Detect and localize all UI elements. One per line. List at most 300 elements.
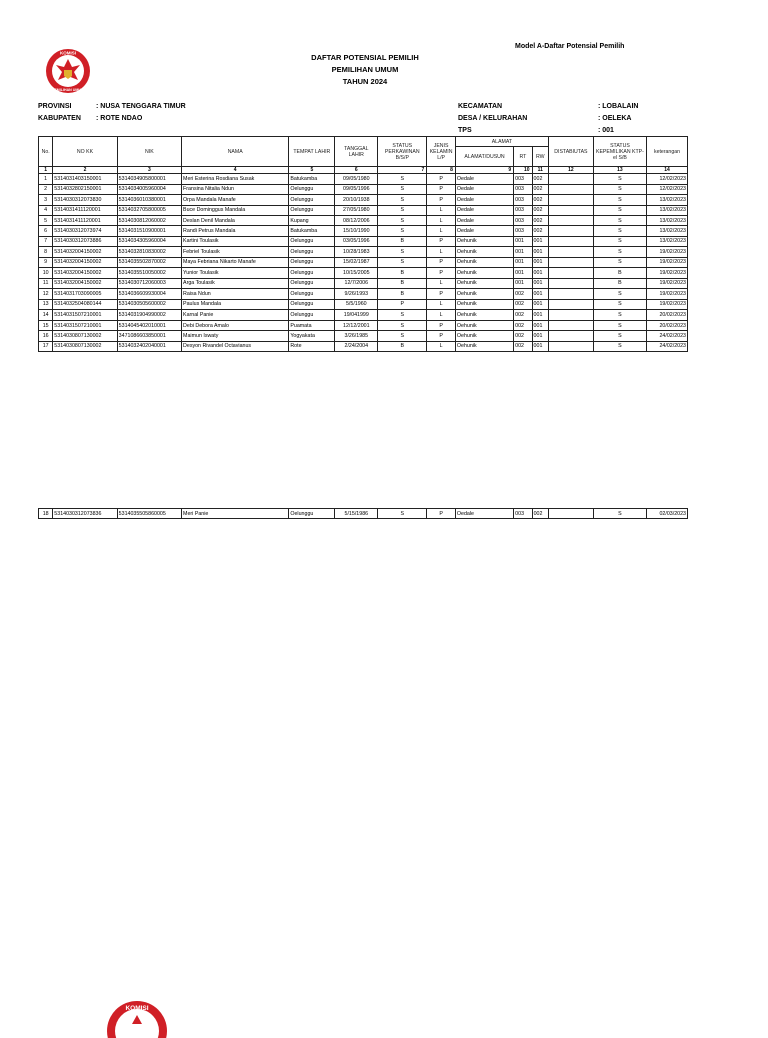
table-row xyxy=(39,257,688,267)
cell-no: 8 xyxy=(39,247,53,257)
col-alamat: ALAMAT xyxy=(455,137,548,147)
table-row xyxy=(39,278,688,289)
cell-ktp: S xyxy=(593,226,646,236)
cell-ktp: S xyxy=(593,257,646,267)
cell-rw: 001 xyxy=(532,236,548,246)
cell-kk: 5314031411120001 xyxy=(53,205,117,215)
cell-nik: 5314032402040001 xyxy=(117,341,181,351)
cell-rt: 003 xyxy=(514,174,532,184)
cell-no: 12 xyxy=(39,289,53,300)
index-cell: 8 xyxy=(427,167,456,174)
cell-no: 7 xyxy=(39,236,53,246)
cell-rw: 002 xyxy=(532,195,548,205)
cell-dis xyxy=(548,310,593,321)
index-cell: 4 xyxy=(182,167,289,174)
cell-ket: 12/02/2023 xyxy=(647,174,688,184)
table-row xyxy=(39,236,688,246)
svg-text:KOMISI: KOMISI xyxy=(125,1005,149,1012)
cell-tempat: Rote xyxy=(289,341,335,351)
table-row xyxy=(39,215,688,225)
cell-kk: 5314031411120001 xyxy=(53,215,117,225)
cell-dis xyxy=(548,205,593,215)
cell-kk: 5314030312073830 xyxy=(53,195,117,205)
col-status: STATUS PERKAWINAN B/S/P xyxy=(378,137,427,167)
cell-jk: L xyxy=(427,299,456,310)
cell-tgl: 3/26/1985 xyxy=(335,331,378,341)
cell-no: 13 xyxy=(39,299,53,310)
cell-rt: 001 xyxy=(514,267,532,278)
cell-dusun: Oedale xyxy=(455,184,513,194)
cell-no: 4 xyxy=(39,205,53,215)
cell-rw: 001 xyxy=(532,278,548,289)
cell-ktp: B xyxy=(593,267,646,278)
cell-dis xyxy=(548,257,593,267)
cell-tgl: 12/7/2006 xyxy=(335,278,378,289)
cell-no: 5 xyxy=(39,215,53,225)
cell-kk: 5314031403150001 xyxy=(53,174,117,184)
col-tempat: TEMPAT LAHIR xyxy=(289,137,335,167)
cell-dis xyxy=(548,299,593,310)
cell-status: B xyxy=(378,236,427,246)
cell-dusun: Oehunik xyxy=(455,341,513,351)
cell-kk: 5314032004150002 xyxy=(53,257,117,267)
cell-dusun: Oehunik xyxy=(455,289,513,300)
cell-dusun: Oedale xyxy=(455,226,513,236)
kpu-logo xyxy=(45,48,91,94)
cell-tgl: 09/05/1996 xyxy=(335,184,378,194)
cell-dis xyxy=(548,341,593,351)
cell-kk: 5314031507210001 xyxy=(53,320,117,330)
cell-kk: 5314030312073836 xyxy=(53,509,117,519)
cell-nama: Paulus Mandala xyxy=(182,299,289,310)
cell-status: S xyxy=(378,215,427,225)
cell-nik: 5314036010380001 xyxy=(117,195,181,205)
cell-nik: 5314031904990002 xyxy=(117,310,181,321)
cell-tempat: Oelunggu xyxy=(289,257,335,267)
index-cell: 2 xyxy=(53,167,117,174)
cell-jk: P xyxy=(427,236,456,246)
cell-dis xyxy=(548,331,593,341)
cell-rt: 001 xyxy=(514,278,532,289)
cell-jk: P xyxy=(427,267,456,278)
cell-ktp: S xyxy=(593,174,646,184)
cell-rt: 002 xyxy=(514,320,532,330)
cell-nik: 5314034305960004 xyxy=(117,236,181,246)
cell-status: S xyxy=(378,331,427,341)
cell-ket: 19/02/2023 xyxy=(647,299,688,310)
kecamatan-value: : LOBALAIN xyxy=(598,103,639,110)
cell-rt: 002 xyxy=(514,310,532,321)
cell-status: B xyxy=(378,289,427,300)
cell-nik: 5314030505600002 xyxy=(117,299,181,310)
tps-label: TPS xyxy=(458,127,472,134)
table-row xyxy=(39,320,688,330)
cell-dis xyxy=(548,215,593,225)
kabupaten-value: : ROTE NDAO xyxy=(96,115,143,122)
cell-dis xyxy=(548,195,593,205)
cell-nik: 5314036609930004 xyxy=(117,289,181,300)
cell-rw: 001 xyxy=(532,289,548,300)
doc-title-1: DAFTAR POTENSIAL PEMILIH xyxy=(311,53,419,62)
cell-tempat: Yogyakata xyxy=(289,331,335,341)
cell-no: 9 xyxy=(39,257,53,267)
cell-kk: 5314032004150002 xyxy=(53,247,117,257)
cell-rw: 001 xyxy=(532,331,548,341)
cell-kk: 5314030312073886 xyxy=(53,236,117,246)
cell-tempat: Oelunggu xyxy=(289,299,335,310)
cell-kk: 5314032004150002 xyxy=(53,267,117,278)
index-cell: 14 xyxy=(647,167,688,174)
cell-tgl: 19/041999 xyxy=(335,310,378,321)
index-cell: 1 xyxy=(39,167,53,174)
cell-no: 10 xyxy=(39,267,53,278)
col-nama: NAMA xyxy=(182,137,289,167)
cell-kk: 5314031507210001 xyxy=(53,310,117,321)
cell-nama: Randi Petrus Mandala xyxy=(182,226,289,236)
cell-nik: 5314035502870002 xyxy=(117,257,181,267)
cell-ket: 24/02/2023 xyxy=(647,331,688,341)
cell-ktp: S xyxy=(593,289,646,300)
cell-dis xyxy=(548,226,593,236)
cell-tgl: 27/05/1980 xyxy=(335,205,378,215)
cell-ktp: S xyxy=(593,184,646,194)
table-row xyxy=(39,289,688,300)
cell-kk: 5314032004150002 xyxy=(53,278,117,289)
cell-status: S xyxy=(378,257,427,267)
cell-jk: P xyxy=(427,195,456,205)
col-nokk: NO KK xyxy=(53,137,117,167)
table-row xyxy=(39,509,688,519)
cell-dusun: Oehunik xyxy=(455,247,513,257)
cell-no: 11 xyxy=(39,278,53,289)
col-nik: NIK xyxy=(117,137,181,167)
cell-no: 16 xyxy=(39,331,53,341)
cell-rt: 003 xyxy=(514,215,532,225)
table-row xyxy=(39,310,688,321)
cell-status: P xyxy=(378,299,427,310)
kecamatan-label: KECAMATAN xyxy=(458,103,503,110)
table-row xyxy=(39,247,688,257)
cell-dis xyxy=(548,289,593,300)
cell-ket: 13/02/2023 xyxy=(647,215,688,225)
cell-kk: 5314030807130002 xyxy=(53,341,117,351)
cell-nik: 5314032705800005 xyxy=(117,205,181,215)
cell-kk: 5314032802150001 xyxy=(53,184,117,194)
cell-nama: Maimun Iswaty xyxy=(182,331,289,341)
kpu-logo-bottom xyxy=(104,998,170,1038)
cell-no: 17 xyxy=(39,341,53,351)
cell-tempat: Batukamba xyxy=(289,226,335,236)
cell-jk: P xyxy=(427,509,456,519)
cell-tempat: Oelunggu xyxy=(289,205,335,215)
cell-dusun: Oehunik xyxy=(455,267,513,278)
cell-no: 2 xyxy=(39,184,53,194)
svg-text:KOMISI: KOMISI xyxy=(59,50,77,56)
cell-ket: 13/02/2023 xyxy=(647,205,688,215)
cell-tempat: Oelunggu xyxy=(289,184,335,194)
voter-table xyxy=(38,136,688,352)
cell-nik: 5314031510900001 xyxy=(117,226,181,236)
cell-jk: L xyxy=(427,205,456,215)
cell-jk: P xyxy=(427,174,456,184)
index-row xyxy=(39,167,688,174)
cell-nik: 5314032810830002 xyxy=(117,247,181,257)
cell-tempat: Batukamba xyxy=(289,174,335,184)
index-cell: 10 xyxy=(514,167,532,174)
cell-nama: Karnal Panie xyxy=(182,310,289,321)
cell-tgl: 08/12/2006 xyxy=(335,215,378,225)
kabupaten-label: KABUPATEN xyxy=(38,115,81,122)
table-row xyxy=(39,267,688,278)
cell-dis xyxy=(548,184,593,194)
cell-rw: 001 xyxy=(532,341,548,351)
cell-status: S xyxy=(378,247,427,257)
cell-rt: 001 xyxy=(514,247,532,257)
cell-status: S xyxy=(378,509,427,519)
col-disabilitas: DISTABIUTAS xyxy=(548,137,593,167)
col-rw: RW xyxy=(532,147,548,167)
cell-jk: P xyxy=(427,184,456,194)
cell-rw: 002 xyxy=(532,226,548,236)
table-row xyxy=(39,226,688,236)
cell-nama: Kartini Toulasik xyxy=(182,236,289,246)
cell-nama: Meri Esterina Rosdiana Susak xyxy=(182,174,289,184)
index-cell: 3 xyxy=(117,167,181,174)
table-row xyxy=(39,205,688,215)
cell-status: S xyxy=(378,205,427,215)
cell-ktp: S xyxy=(593,331,646,341)
cell-rt: 002 xyxy=(514,331,532,341)
cell-rt: 003 xyxy=(514,509,532,519)
index-cell: 9 xyxy=(455,167,513,174)
cell-jk: L xyxy=(427,278,456,289)
cell-rw: 002 xyxy=(532,215,548,225)
cell-ket: 19/02/2023 xyxy=(647,247,688,257)
cell-dusun: Oehunik xyxy=(455,299,513,310)
index-cell: 7 xyxy=(378,167,427,174)
cell-tgl: 20/10/1938 xyxy=(335,195,378,205)
cell-jk: P xyxy=(427,257,456,267)
cell-dusun: Oehunik xyxy=(455,331,513,341)
cell-ket: 24/02/2023 xyxy=(647,341,688,351)
cell-tgl: 5/15/1986 xyxy=(335,509,378,519)
cell-status: S xyxy=(378,195,427,205)
col-alamat-dusun: ALAMAT/DUSUN xyxy=(455,147,513,167)
desa-value: : OELEKA xyxy=(598,115,632,122)
cell-nama: Debi Debora Amalo xyxy=(182,320,289,330)
cell-tgl: 03/05/1996 xyxy=(335,236,378,246)
cell-dusun: Oehunik xyxy=(455,310,513,321)
index-cell: 13 xyxy=(593,167,646,174)
cell-ket: 19/02/2023 xyxy=(647,289,688,300)
cell-dis xyxy=(548,509,593,519)
cell-tempat: Oelunggu xyxy=(289,267,335,278)
col-ktp: STATUS KEPEMILIKAN KTP-el S/B xyxy=(593,137,646,167)
cell-rw: 002 xyxy=(532,509,548,519)
cell-ket: 19/02/2023 xyxy=(647,278,688,289)
cell-status: S xyxy=(378,184,427,194)
cell-ktp: S xyxy=(593,215,646,225)
cell-rw: 001 xyxy=(532,310,548,321)
cell-rt: 002 xyxy=(514,289,532,300)
cell-kk: 5314032504080144 xyxy=(53,299,117,310)
cell-status: B xyxy=(378,278,427,289)
col-tanggal: TANGGAL LAHIR xyxy=(335,137,378,167)
cell-nama: Yunior Toulasik xyxy=(182,267,289,278)
cell-ket: 20/02/2023 xyxy=(647,310,688,321)
cell-jk: L xyxy=(427,226,456,236)
cell-nama: Maya Febriana Nikarto Manafe xyxy=(182,257,289,267)
cell-rt: 002 xyxy=(514,341,532,351)
cell-no: 15 xyxy=(39,320,53,330)
cell-rt: 001 xyxy=(514,236,532,246)
cell-dusun: Oehunik xyxy=(455,236,513,246)
cell-tempat: Oelunggu xyxy=(289,195,335,205)
cell-ktp: S xyxy=(593,320,646,330)
cell-no: 18 xyxy=(39,509,53,519)
cell-jk: L xyxy=(427,341,456,351)
cell-tempat: Oelunggu xyxy=(289,278,335,289)
cell-status: S xyxy=(378,174,427,184)
cell-status: B xyxy=(378,341,427,351)
cell-rt: 002 xyxy=(514,299,532,310)
cell-dis xyxy=(548,267,593,278)
cell-tempat: Oelunggu xyxy=(289,289,335,300)
doc-title-2: PEMILIHAN UMUM xyxy=(331,65,399,74)
cell-ktp: S xyxy=(593,310,646,321)
cell-status: S xyxy=(378,226,427,236)
cell-tempat: Oelunggu xyxy=(289,310,335,321)
cell-rw: 001 xyxy=(532,320,548,330)
cell-dusun: Oedale xyxy=(455,215,513,225)
cell-rw: 002 xyxy=(532,184,548,194)
cell-tgl: 5/5/1960 xyxy=(335,299,378,310)
cell-rt: 003 xyxy=(514,184,532,194)
index-cell: 11 xyxy=(532,167,548,174)
cell-nama: Desyon Rivandel Octavianus xyxy=(182,341,289,351)
cell-ktp: S xyxy=(593,509,646,519)
cell-dusun: Oedale xyxy=(455,195,513,205)
cell-nama: Meri Panie xyxy=(182,509,289,519)
cell-jk: P xyxy=(427,289,456,300)
table-row xyxy=(39,341,688,351)
cell-no: 14 xyxy=(39,310,53,321)
cell-nik: 5314034905800001 xyxy=(117,174,181,184)
cell-nik: 5314045402010001 xyxy=(117,320,181,330)
cell-tempat: Puamata xyxy=(289,320,335,330)
table-row xyxy=(39,195,688,205)
cell-rw: 001 xyxy=(532,299,548,310)
cell-dusun: Oedale xyxy=(455,509,513,519)
cell-kk: 5314030807130002 xyxy=(53,331,117,341)
cell-rt: 001 xyxy=(514,257,532,267)
cell-tgl: 15/02/1987 xyxy=(335,257,378,267)
cell-tgl: 10/28/1983 xyxy=(335,247,378,257)
cell-ktp: S xyxy=(593,195,646,205)
cell-rw: 001 xyxy=(532,247,548,257)
cell-rw: 002 xyxy=(532,205,548,215)
cell-tgl: 10/15/2005 xyxy=(335,267,378,278)
cell-rt: 003 xyxy=(514,226,532,236)
cell-nik: 3471086603850001 xyxy=(117,331,181,341)
cell-tgl: 12/12/2001 xyxy=(335,320,378,330)
table-row xyxy=(39,184,688,194)
cell-ktp: S xyxy=(593,236,646,246)
svg-text:PEMILIHAN UMUM: PEMILIHAN UMUM xyxy=(52,88,84,92)
cell-nama: Arga Toulasik xyxy=(182,278,289,289)
cell-rt: 003 xyxy=(514,205,532,215)
cell-status: S xyxy=(378,320,427,330)
cell-nama: Febriel Toulasik xyxy=(182,247,289,257)
cell-no: 6 xyxy=(39,226,53,236)
cell-ket: 02/03/2023 xyxy=(647,509,688,519)
cell-dusun: Oehunik xyxy=(455,278,513,289)
cell-kk: 5314031703090005 xyxy=(53,289,117,300)
cell-rw: 001 xyxy=(532,267,548,278)
cell-no: 3 xyxy=(39,195,53,205)
cell-dis xyxy=(548,174,593,184)
table-row xyxy=(39,174,688,184)
cell-dusun: Oehunik xyxy=(455,257,513,267)
cell-ket: 13/02/2023 xyxy=(647,226,688,236)
form-model-label: Model A-Daftar Potensial Pemilih xyxy=(515,43,625,50)
cell-dis xyxy=(548,278,593,289)
cell-jk: L xyxy=(427,310,456,321)
cell-ket: 13/02/2023 xyxy=(647,195,688,205)
cell-ket: 12/02/2023 xyxy=(647,184,688,194)
cell-tgl: 09/05/1980 xyxy=(335,174,378,184)
col-rt: RT xyxy=(514,147,532,167)
cell-tgl: 9/26/1993 xyxy=(335,289,378,300)
voter-table-extra xyxy=(38,508,688,519)
cell-nama: Raisa Ndun xyxy=(182,289,289,300)
cell-ket: 13/02/2023 xyxy=(647,236,688,246)
cell-nama: Buce Dominggus Mandala xyxy=(182,205,289,215)
cell-ktp: S xyxy=(593,341,646,351)
cell-ktp: S xyxy=(593,299,646,310)
cell-rw: 002 xyxy=(532,174,548,184)
cell-rt: 003 xyxy=(514,195,532,205)
table-row xyxy=(39,331,688,341)
doc-title-3: TAHUN 2024 xyxy=(342,77,388,86)
cell-dis xyxy=(548,247,593,257)
cell-nama: Orpa Mandala Manafe xyxy=(182,195,289,205)
cell-status: S xyxy=(378,310,427,321)
cell-tgl: 2/24/2004 xyxy=(335,341,378,351)
cell-dis xyxy=(548,236,593,246)
cell-nik: 5314030812060002 xyxy=(117,215,181,225)
cell-jk: L xyxy=(427,215,456,225)
cell-status: B xyxy=(378,267,427,278)
cell-dusun: Oehunik xyxy=(455,320,513,330)
cell-jk: P xyxy=(427,331,456,341)
col-jenis: JENIS KELAMIN L/P xyxy=(427,137,456,167)
cell-tempat: Kupang xyxy=(289,215,335,225)
cell-tempat: Oelunggu xyxy=(289,509,335,519)
col-keterangan: keterangan xyxy=(647,137,688,167)
cell-jk: P xyxy=(427,320,456,330)
cell-ket: 20/02/2023 xyxy=(647,320,688,330)
index-cell: 6 xyxy=(335,167,378,174)
cell-nik: 5314034005960004 xyxy=(117,184,181,194)
cell-dis xyxy=(548,320,593,330)
cell-tempat: Oelunggu xyxy=(289,236,335,246)
cell-rw: 001 xyxy=(532,257,548,267)
cell-nik: 5314030712060003 xyxy=(117,278,181,289)
cell-dusun: Oedale xyxy=(455,205,513,215)
provinsi-label: PROVINSI xyxy=(38,103,72,110)
index-cell: 12 xyxy=(548,167,593,174)
